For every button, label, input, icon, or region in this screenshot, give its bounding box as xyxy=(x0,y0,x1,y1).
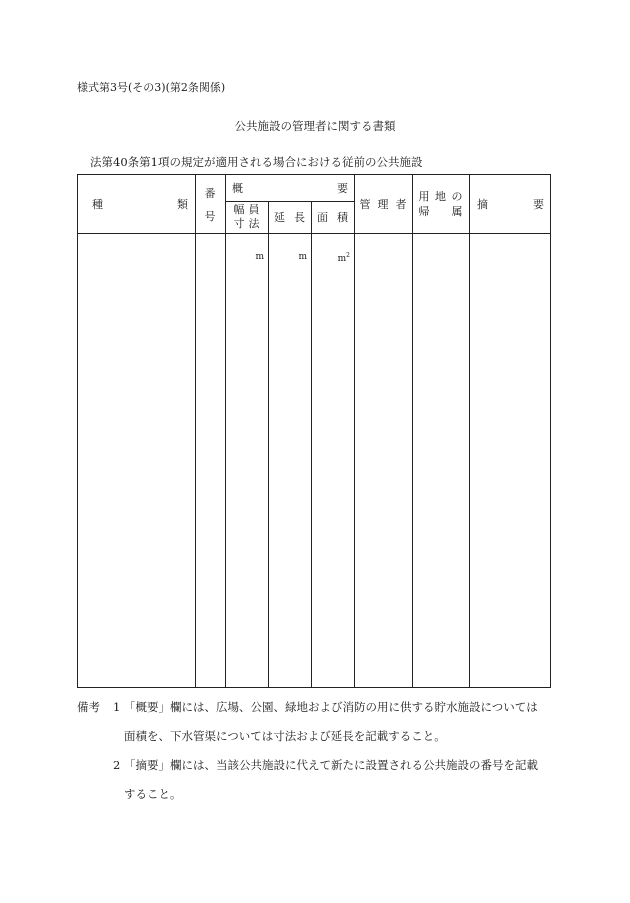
land-attribution-input-cell[interactable] xyxy=(412,234,469,687)
header-area: 面 積 xyxy=(317,211,348,224)
width-input-cell[interactable] xyxy=(225,265,268,687)
notes-heading: 備考 xyxy=(77,700,100,714)
number-input-cell[interactable] xyxy=(195,234,225,687)
note-number: 2 xyxy=(113,758,121,772)
document-subtitle: 法第40条第1項の規定が適用される場合における従前の公共施設 xyxy=(90,155,423,169)
unit-area: $m^2$ xyxy=(337,252,350,264)
note-text: 「概要」欄には、広場、公園、緑地および消防の用に供する貯水施設については xyxy=(124,700,538,714)
manager-input-cell[interactable] xyxy=(354,234,412,687)
length-input-cell[interactable] xyxy=(268,265,311,687)
form-label: 様式第3号(その3)(第2条関係) xyxy=(77,81,226,94)
note-text: 「摘要」欄には、当該公共施設に代えて新たに設置される公共施設の番号を記載 xyxy=(124,758,538,772)
header-remarks: 摘 要 xyxy=(477,198,544,211)
header-overview: 概 要 xyxy=(232,182,348,195)
header-length: 延 長 xyxy=(274,211,305,224)
document-title: 公共施設の管理者に関する書類 xyxy=(234,119,396,133)
header-type: 種 類 xyxy=(92,198,188,211)
facility-table xyxy=(77,174,551,688)
header-land-attribution: 用 地 の 帰 属 xyxy=(418,190,463,218)
area-input-cell[interactable] xyxy=(311,265,354,687)
note-text: すること。 xyxy=(124,787,182,801)
note-text: 面積を、下水管渠については寸法および延長を記載すること。 xyxy=(124,729,446,743)
unit-length: m xyxy=(298,252,307,262)
header-number: 番 号 xyxy=(204,186,216,223)
unit-width: m xyxy=(255,252,264,262)
header-manager: 管 理 者 xyxy=(359,198,407,211)
header-width: 幅 員 寸 法 xyxy=(233,203,260,230)
type-input-cell[interactable] xyxy=(78,234,195,687)
note-number: 1 xyxy=(113,700,121,714)
remarks-input-cell[interactable] xyxy=(469,234,550,687)
